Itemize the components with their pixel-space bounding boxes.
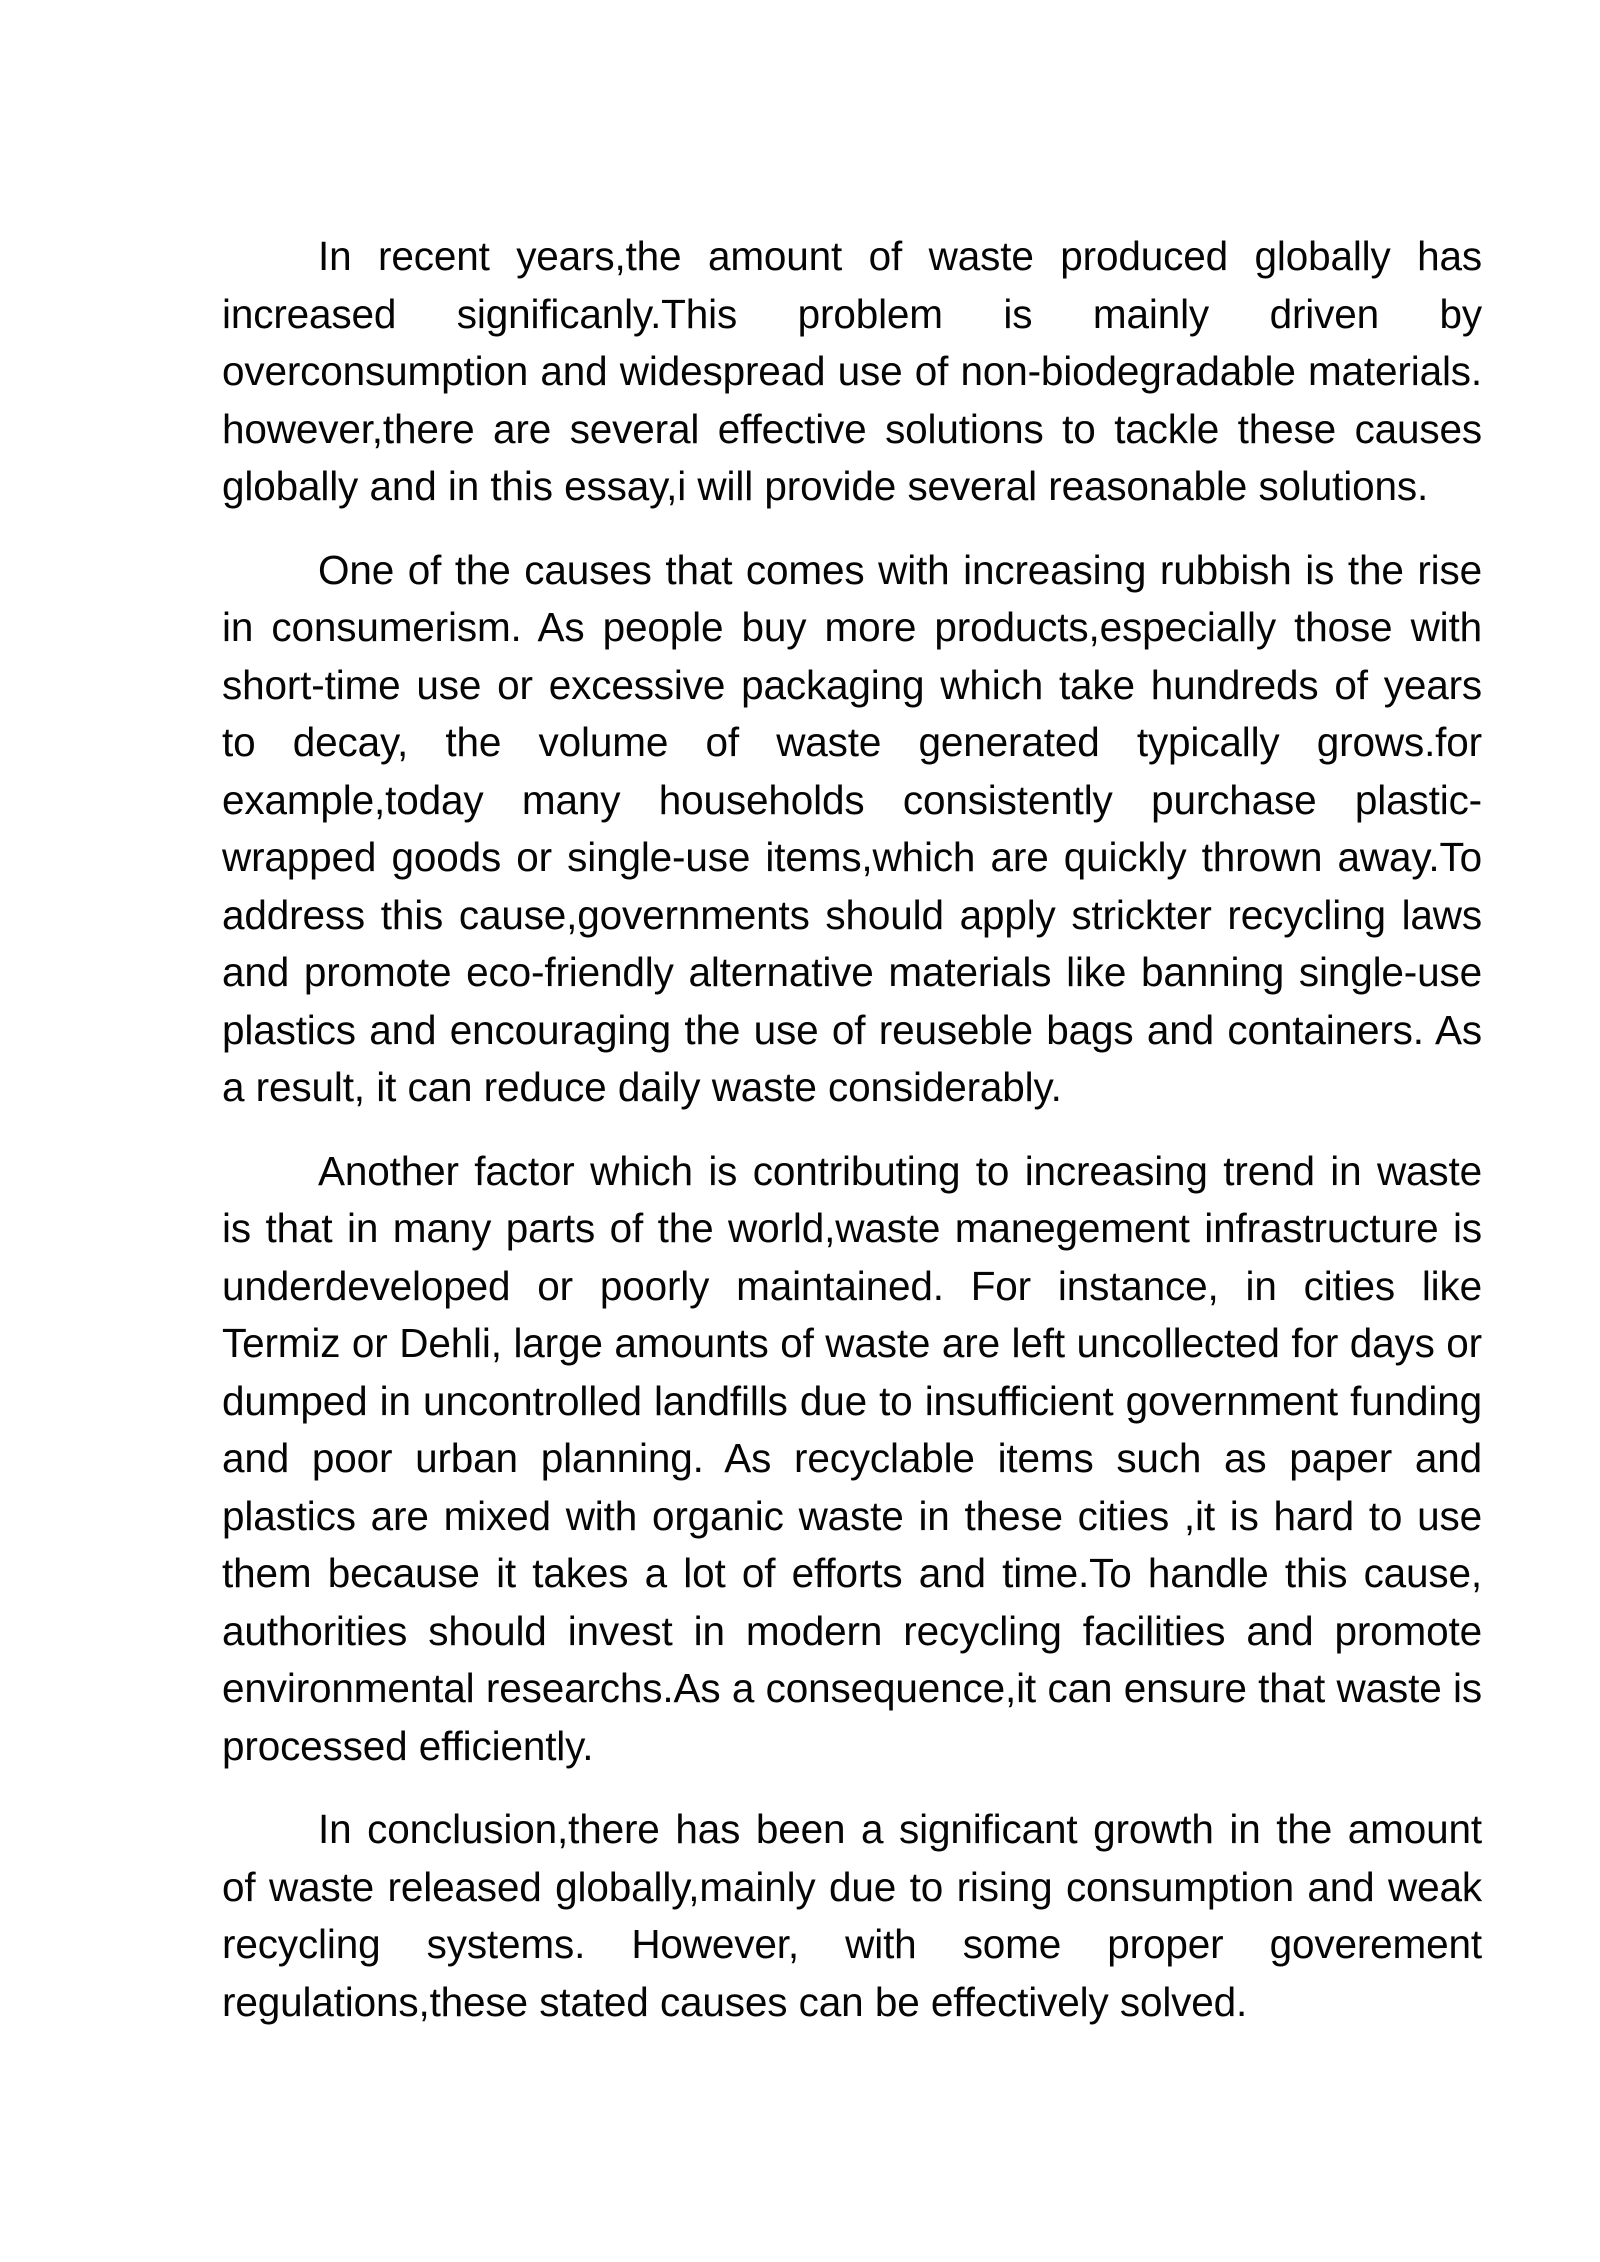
paragraph-intro: In recent years,the amount of waste produced globally has increased significanly.This problem is mainly driven by overconsumption and widespread use of non-biodegradable materials. however,there are several effective solutions to tackle these causes globally and in this essay,i will provide several reasonable solutions. bbox=[222, 233, 1482, 509]
paragraph-body-two: Another factor which is contributing to increasing trend in waste is that in many parts of the world,waste manegement infrastructure is underdeveloped or poorly maintained. For instance, in cities like Termiz or Dehli, large amounts of waste are left uncollected for days or dumped in uncontrolled landfills due to insufficient government funding and poor urban planning. As recyclable items such as paper and plastics are mixed with organic waste in these cities ,it is hard to use them because it takes a lot of efforts and time.To handle this cause, authorities should invest in modern recycling facilities and promote environmental researchs.As a consequence,it can ensure that waste is processed efficiently. bbox=[222, 1147, 1482, 1769]
paragraph-body-one: One of the causes that comes with increasing rubbish is the rise in consumerism. As people buy more products,especially those with short-time use or excessive packaging which take hundreds of years to decay, the volume of waste generated typically grows.for example,today many households consistently purchase plastic-wrapped goods or single-use items,which are quickly thrown away.To address this cause,governments should apply strickter recycling laws and promote eco-friendly alternative materials like banning single-use plastics and encouraging the use of reuseble bags and containers. As a result, it can reduce daily waste considerably. bbox=[222, 546, 1482, 1110]
essay-text-body bbox=[222, 228, 1482, 2031]
paragraph-conclusion: In conclusion,there has been a significant growth in the amount of waste released globally,mainly due to rising consumption and weak recycling systems. However, with some proper goverement regulations,these stated causes can be effectively solved. bbox=[222, 1806, 1482, 2025]
